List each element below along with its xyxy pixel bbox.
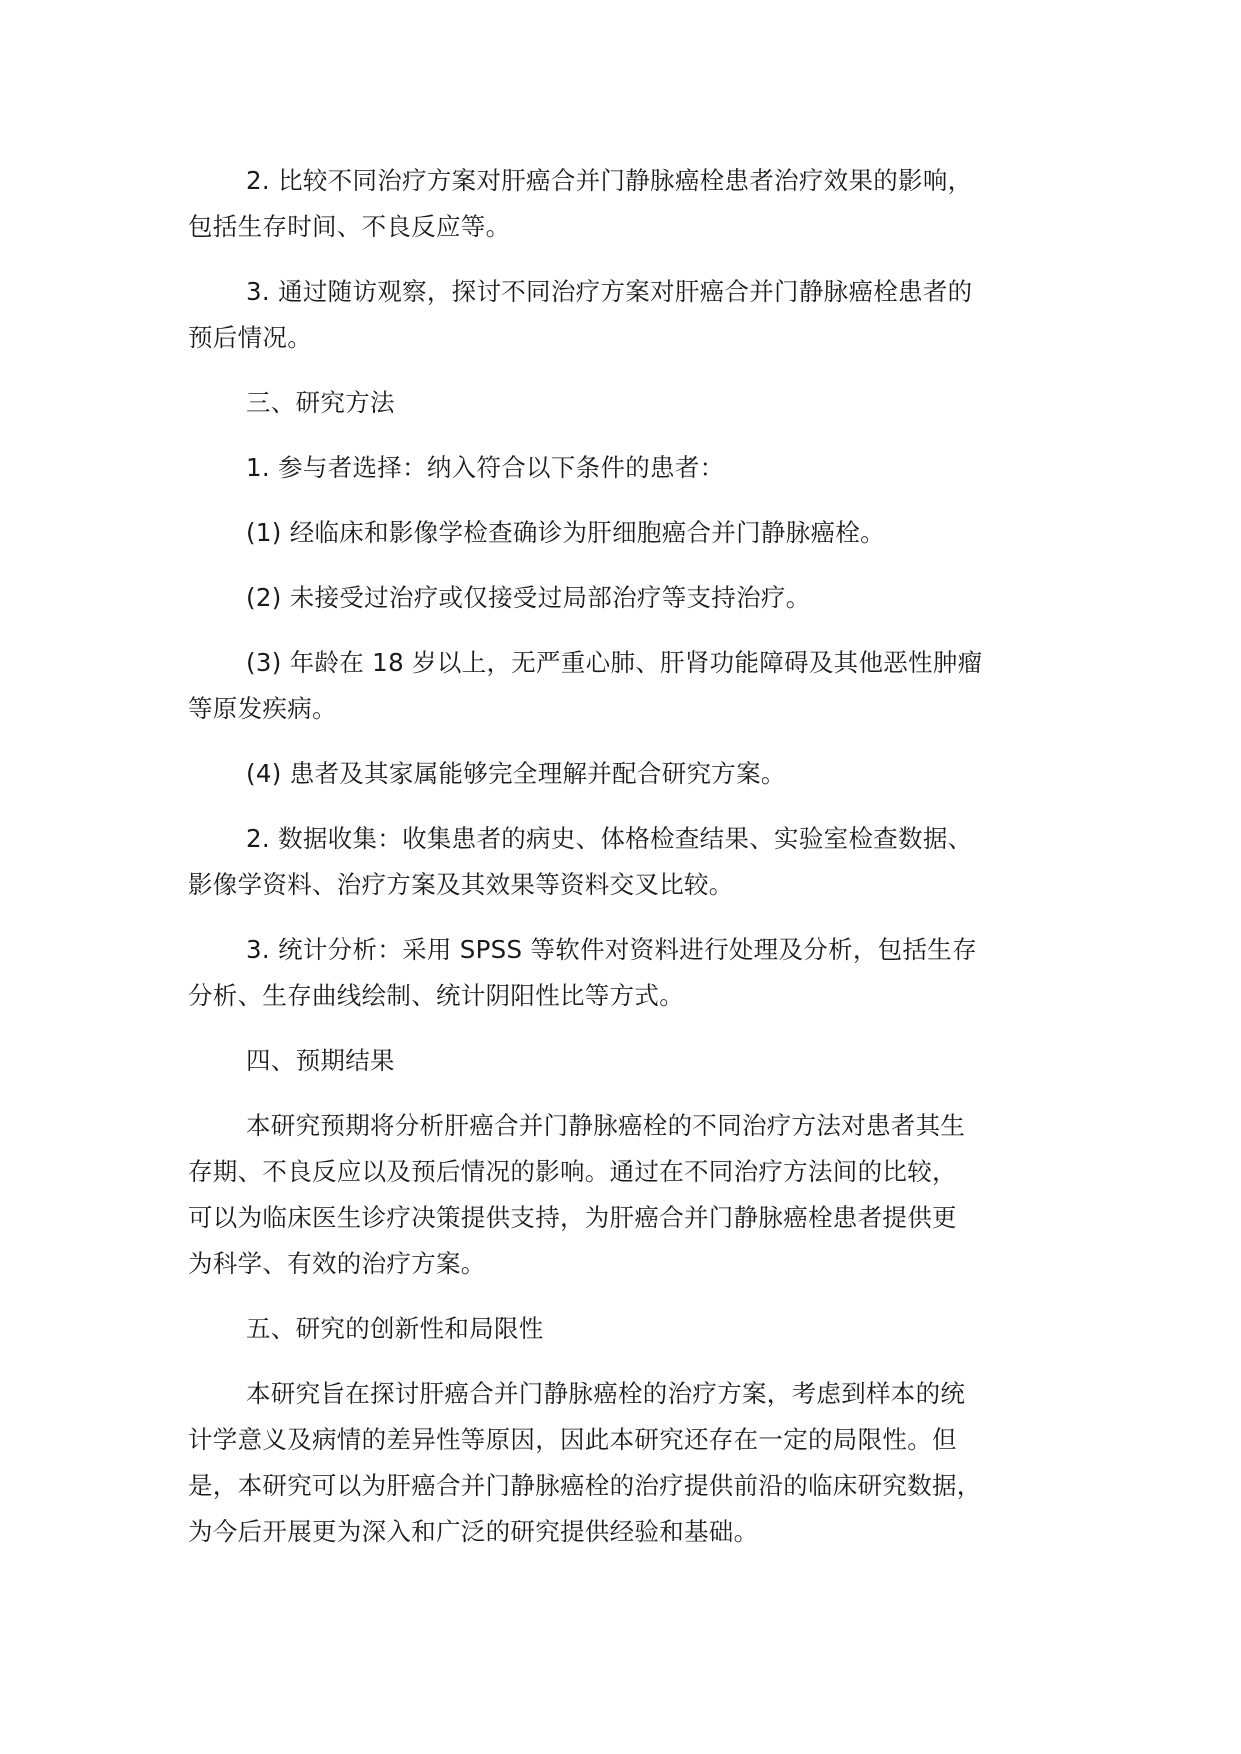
text-line: 计学意义及病情的差异性等原因，因此本研究还存在一定的局限性。但 — [188, 1425, 957, 1454]
text-line: 分析、生存曲线绘制、统计阴阳性比等方式。 — [188, 981, 684, 1010]
text-line: (2) 未接受过治疗或仅接受过局部治疗等支持治疗。 — [246, 583, 811, 612]
paragraph-expected-results — [188, 1103, 1088, 1287]
text-line: 可以为临床医生诊疗决策提供支持，为肝癌合并门静脉癌栓患者提供更 — [188, 1203, 957, 1232]
text-line: 存期、不良反应以及预后情况的影响。通过在不同治疗方法间的比较， — [188, 1157, 957, 1186]
section-heading-expected-results: 四、预期结果 — [246, 1046, 395, 1075]
text-line: 预后情况。 — [188, 323, 312, 352]
text-line: 包括生存时间、不良反应等。 — [188, 212, 511, 241]
criteria-item-1 — [188, 510, 1088, 556]
paragraph-participant-selection — [188, 445, 1088, 491]
text-line: 3. 统计分析：采用 SPSS 等软件对资料进行处理及分析，包括生存 — [246, 935, 977, 964]
text-line: 本研究预期将分析肝癌合并门静脉癌栓的不同治疗方法对患者其生 — [246, 1111, 966, 1140]
text-line: 是，本研究可以为肝癌合并门静脉癌栓的治疗提供前沿的临床研究数据， — [188, 1471, 982, 1500]
criteria-item-4 — [188, 751, 1088, 797]
text-line: 等原发疾病。 — [188, 694, 337, 723]
text-line: (3) 年龄在 18 岁以上，无严重心肺、肝肾功能障碍及其他恶性肿瘤 — [246, 648, 983, 677]
text-line: 3. 通过随访观察，探讨不同治疗方案对肝癌合并门静脉癌栓患者的 — [246, 277, 973, 306]
text-line: 为科学、有效的治疗方案。 — [188, 1249, 486, 1278]
criteria-item-3 — [188, 640, 1088, 732]
paragraph-objective-3 — [188, 269, 1088, 361]
text-line: 1. 参与者选择：纳入符合以下条件的患者： — [246, 453, 725, 482]
paragraph-data-collection — [188, 816, 1088, 908]
document-page — [188, 158, 1088, 1574]
section-heading-innovation-limitations: 五、研究的创新性和局限性 — [246, 1314, 544, 1343]
text-line: (1) 经临床和影像学检查确诊为肝细胞癌合并门静脉癌栓。 — [246, 518, 885, 547]
criteria-item-2 — [188, 575, 1088, 621]
paragraph-innovation-limitations — [188, 1371, 1088, 1555]
text-line: 影像学资料、治疗方案及其效果等资料交叉比较。 — [188, 870, 734, 899]
paragraph-statistical-analysis — [188, 927, 1088, 1019]
paragraph-objective-2 — [188, 158, 1088, 250]
text-line: 2. 比较不同治疗方案对肝癌合并门静脉癌栓患者治疗效果的影响， — [246, 166, 973, 195]
text-line: 为今后开展更为深入和广泛的研究提供经验和基础。 — [188, 1517, 759, 1546]
text-line: (4) 患者及其家属能够完全理解并配合研究方案。 — [246, 759, 786, 788]
section-heading-methods: 三、研究方法 — [246, 388, 395, 417]
text-line: 2. 数据收集：收集患者的病史、体格检查结果、实验室检查数据、 — [246, 824, 973, 853]
text-line: 本研究旨在探讨肝癌合并门静脉癌栓的治疗方案，考虑到样本的统 — [246, 1379, 966, 1408]
